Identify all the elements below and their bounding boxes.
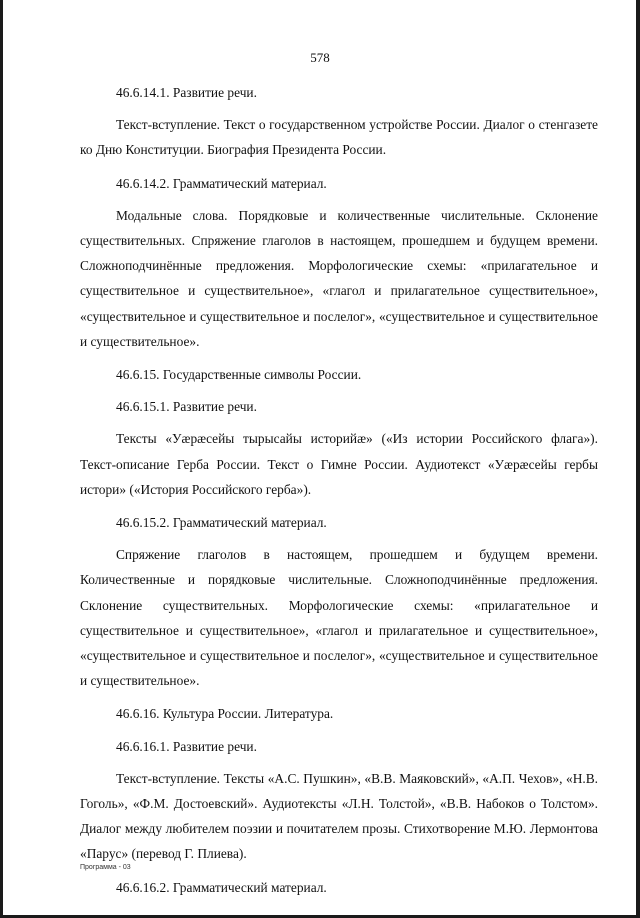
- section-heading-46-6-16-2: 46.6.16.2. Грамматический материал.: [116, 879, 327, 895]
- section-heading-46-6-14-1: 46.6.14.1. Развитие речи.: [116, 85, 257, 100]
- section-heading-46-6-16-1: 46.6.16.1. Развитие речи.: [116, 738, 257, 754]
- document-body: [80, 80, 598, 907]
- scan-edge-right: [636, 0, 640, 918]
- paragraph-text: Тексты «Уæрæсейы тырысайы историйæ» («Из истории Российского флага»). Текст-описание Герба России. Текст о Гимне России. Аудиотекст «Уæрæсейы гербы истори» («История Российского герба»).: [80, 431, 598, 497]
- paragraph-text: Текст-вступление. Тексты «А.С. Пушкин», «В.В. Маяковский», «А.П. Чехов», «Н.В. Гоголь», «Ф.М. Достоевский». Аудиотексты «Л.Н. Толстой», «В.В. Набоков о Толстом». Диалог между любителем поэзии и почитателем прозы. Стихотворение М.Ю. Лермонтова «Парус» (перевод Г. Плиева).: [80, 770, 598, 862]
- section-heading-46-6-15-1: 46.6.15.1. Развитие речи.: [116, 399, 257, 415]
- paragraph-text: Модальные слова. Порядковые и количественные числительные. Склонение существительных. Спряжение глаголов в настоящем, прошедшем и будущем времени. Сложноподчинённые предложения. Морфологические схемы: «прилагательное и существительное и существительное», «глагол и прилагательное существительное», «существительное и существительное и послелог», «существительное и существительное и существительное».: [80, 207, 598, 349]
- section-heading-46-6-16: 46.6.16. Культура России. Литература.: [116, 706, 334, 722]
- section-heading-46-6-15: 46.6.15. Государственные символы России.: [116, 367, 362, 383]
- scan-edge-left: [0, 0, 3, 918]
- page-number: 578: [310, 50, 330, 65]
- paragraph-text: Спряжение глаголов в настоящем, прошедшем и будущем времени. Количественные и порядковые числительные. Сложноподчинённые предложения. Склонение существительных. Морфологические схемы: «прилагательное и существительное и существительное», «глагол и прилагательное и существительное», «существительное и существительное и послелог», «существительное и существительное и существительное».: [80, 547, 598, 689]
- paragraph-text: Текст-вступление. Текст о государственном устройстве России. Диалог о стенгазете ко Дню Конституции. Биография Президента России.: [80, 117, 598, 158]
- page-footer: Программа - 03: [80, 864, 131, 871]
- section-heading-46-6-14-2: 46.6.14.2. Грамматический материал.: [116, 175, 327, 191]
- section-heading-46-6-15-2: 46.6.15.2. Грамматический материал.: [116, 515, 327, 531]
